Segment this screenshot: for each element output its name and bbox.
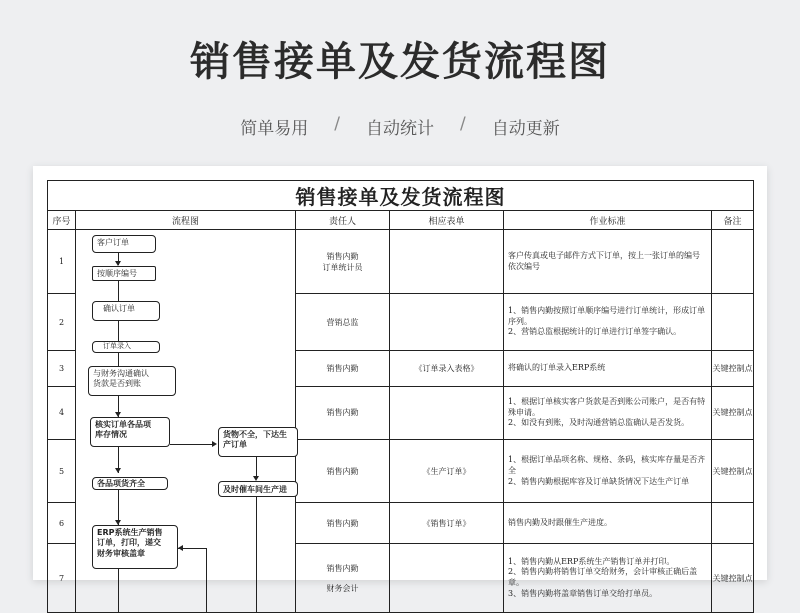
flow-urge-production: 及时催车间生产进: [218, 481, 298, 497]
row-form: [390, 230, 504, 294]
tag-separator: /: [460, 114, 466, 134]
sheet-title: 销售接单及发货流程图: [48, 181, 754, 211]
row-no: 7: [48, 544, 76, 613]
flow-erp-order: ERP系统生产销售 订单，打印，递交 财务审核盖章: [92, 525, 178, 569]
col-header-note: 备注: [712, 211, 754, 230]
row-no: 2: [48, 294, 76, 351]
tag-easy: 简单易用: [240, 119, 309, 139]
flow-check-payment: 与财务沟通确认 货款是否到账: [88, 366, 176, 396]
row-standard: 1、根据订单核实客户货款是否到账公司账户，是否有特殊申请。 2、如没有到账，及时沟通营销总监确认是否发货。: [504, 386, 712, 440]
row-note: 关键控制点: [712, 351, 754, 386]
row-owner: 销售内勤: [296, 351, 390, 386]
tag-auto-update: 自动更新: [491, 119, 560, 139]
flow-connector: [206, 548, 207, 612]
flow-check-stock: 核实订单各品项 库存情况: [90, 417, 170, 447]
row-owner: 销售内勤 财务会计: [296, 544, 390, 613]
table-row: [48, 230, 754, 294]
row-owner: 销售内勤: [296, 503, 390, 544]
row-form: 《生产订单》: [390, 440, 504, 503]
row-form: [390, 544, 504, 613]
flow-connector: [256, 497, 257, 612]
arrow-left-icon: [178, 545, 183, 551]
flowchart-cell: [76, 230, 296, 613]
flow-number-in-order: 按顺序编号: [92, 266, 156, 281]
row-note: 关键控制点: [712, 386, 754, 440]
col-header-owner: 责任人: [296, 211, 390, 230]
spreadsheet: [47, 180, 753, 598]
row-owner: 销售内勤: [296, 386, 390, 440]
flow-confirm-order: 确认订单: [92, 301, 160, 321]
flow-connector: [118, 321, 119, 342]
flow-out-of-stock: 货物不全，下达生 产订单: [218, 427, 298, 457]
header-row: [48, 211, 754, 230]
col-header-no: 序号: [48, 211, 76, 230]
row-owner: 营销总监: [296, 294, 390, 351]
col-header-standard: 作业标准: [504, 211, 712, 230]
row-note: 关键控制点: [712, 544, 754, 613]
arrow-right-icon: [212, 441, 217, 447]
page-title: 销售接单及发货流程图: [190, 39, 610, 85]
flow-connector: [170, 444, 214, 445]
flow-enter-order: 订单录入: [92, 341, 160, 353]
tag-auto-stats: 自动统计: [366, 119, 434, 139]
flow-customer-order: 客户订单: [92, 235, 156, 253]
row-no: 3: [48, 351, 76, 386]
row-no: 5: [48, 440, 76, 503]
flow-connector: [118, 569, 119, 612]
flow-connector: [118, 353, 119, 367]
row-no: 1: [48, 230, 76, 294]
tagline: [0, 114, 800, 139]
col-header-form: 相应表单: [390, 211, 504, 230]
row-form: 《销售订单》: [390, 503, 504, 544]
row-note: [712, 230, 754, 294]
row-no: 6: [48, 503, 76, 544]
row-standard: 1、根据订单品项名称、规格、条码，核实库存量是否齐全 2、销售内勤根据库容及订单缺货情况下达生产订单: [504, 440, 712, 503]
row-form: 《订单录入表格》: [390, 351, 504, 386]
row-standard: 销售内勤及时跟催生产进度。: [504, 503, 712, 544]
row-standard: 客户传真或电子邮件方式下订单，按上一张订单的编号依次编号: [504, 230, 712, 294]
row-note: [712, 294, 754, 351]
process-table: [47, 180, 754, 613]
row-form: [390, 294, 504, 351]
row-note: [712, 503, 754, 544]
row-owner: 销售内勤: [296, 440, 390, 503]
preview-card: [33, 166, 767, 598]
row-standard: 1、销售内勤从ERP系统生产销售订单并打印。 2、销售内勤将销售订单交给财务，会计审核正确后盖章。 3、销售内勤将盖章销售订单交给打单员。: [504, 544, 712, 613]
row-note: 关键控制点: [712, 440, 754, 503]
row-owner: 销售内勤 订单统计员: [296, 230, 390, 294]
flow-stock-complete: 各品项货齐全: [92, 477, 168, 490]
row-standard: 将确认的订单录入ERP系统: [504, 351, 712, 386]
arrow-down-icon: [115, 468, 121, 473]
row-no: 4: [48, 386, 76, 440]
col-header-flow: 流程图: [76, 211, 296, 230]
tag-separator: /: [334, 114, 340, 134]
row-standard: 1、销售内勤按照订单顺序编号进行订单统计，形成订单序列。 2、营销总监根据统计的订单进行订单签字确认。: [504, 294, 712, 351]
row-form: [390, 386, 504, 440]
